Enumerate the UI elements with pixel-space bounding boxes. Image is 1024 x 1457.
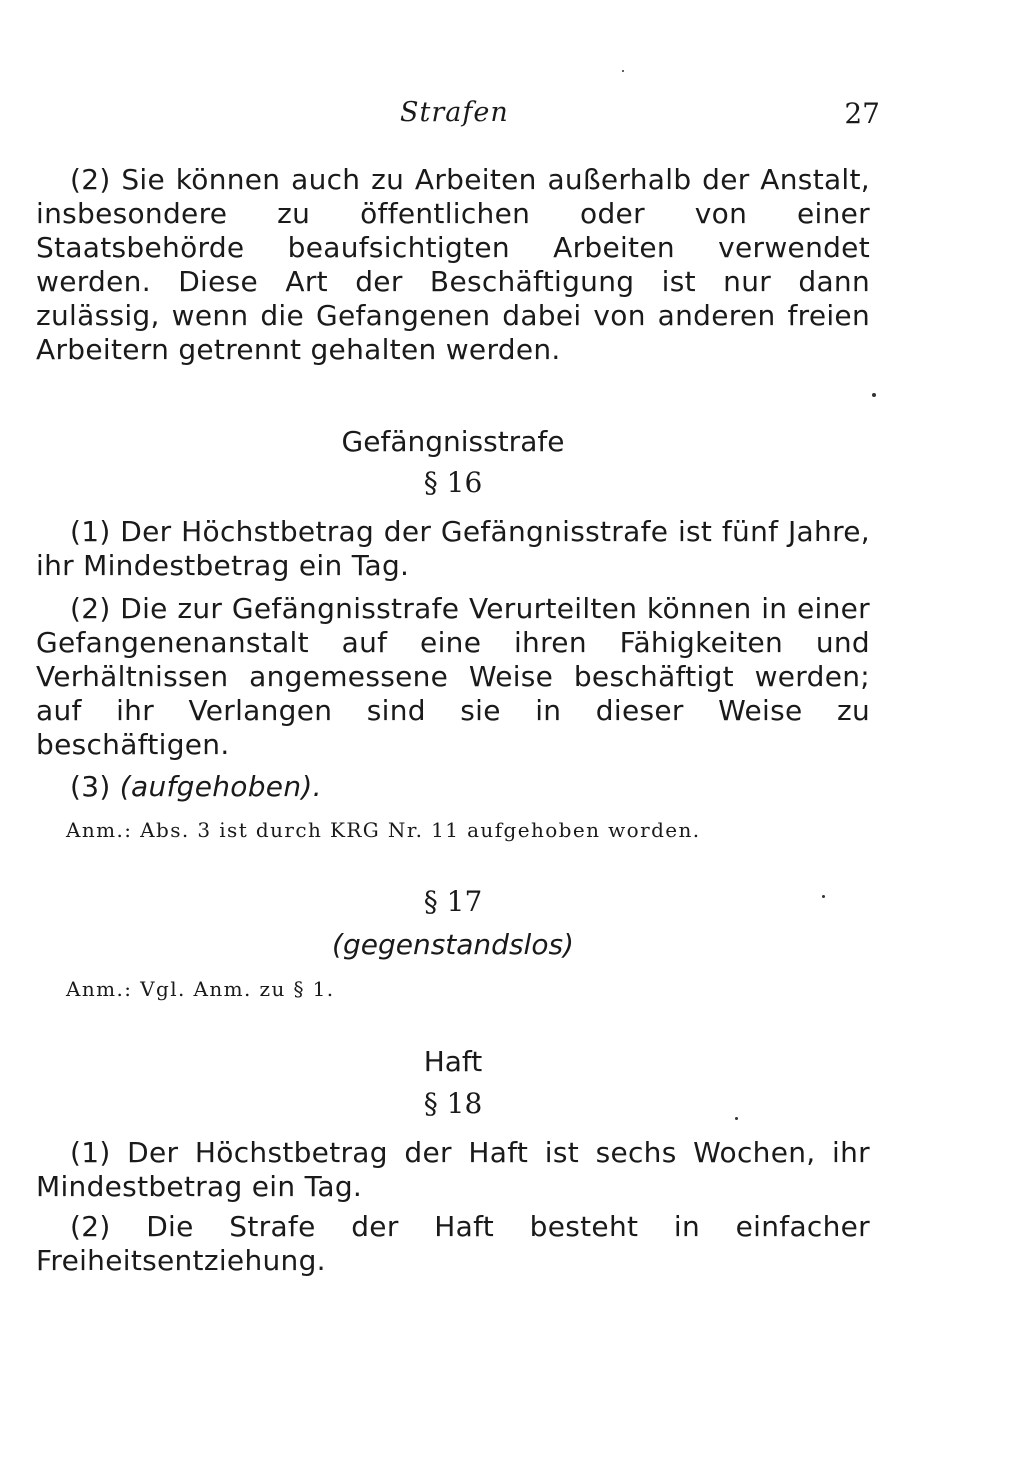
paragraph-16-1: (1) Der Höchstbetrag der Gefängnisstrafe ist fünf Jahre, ihr Mindestbetrag ein Tag. (36, 515, 870, 582)
print-speck (872, 393, 876, 397)
section-16-note: Anm.: Abs. 3 ist durch KRG Nr. 11 aufgehoben worden. (66, 818, 701, 842)
section-18-heading: Haft (423, 1045, 483, 1078)
print-speck (822, 895, 825, 898)
running-title: Strafen (400, 97, 509, 128)
section-17-number: § 17 (423, 885, 483, 918)
section-16-heading: Gefängnisstrafe (341, 425, 565, 458)
print-speck (735, 1117, 738, 1120)
paragraph-16-2: (2) Die zur Gefängnisstrafe Verurteilten können in einer Gefangenenanstalt auf eine ihren Fähigkeiten und Verhältnissen angemessene Weise beschäftigt werden; auf ihr Verlangen sind sie in dieser Weise zu beschäftigen. (36, 592, 870, 761)
section-17-subtitle: (gegenstandslos) (332, 928, 574, 961)
section-17-note: Anm.: Vgl. Anm. zu § 1. (66, 977, 335, 1001)
page-number: 27 (844, 97, 880, 130)
section-18-number: § 18 (423, 1087, 483, 1120)
paragraph-16-3 (36, 770, 870, 804)
running-head (400, 97, 880, 137)
paragraph-15-2: (2) Sie können auch zu Arbeiten außerhalb der Anstalt, insbesondere zu öffentlichen oder von einer Staatsbehörde beaufsichtigten Arbeiten verwendet werden. Diese Art der Beschäftigung ist nur dann zulässig, wenn die Gefangenen dabei von anderen freien Arbeitern getrennt gehalten werden. (36, 163, 870, 366)
paragraph-16-3-text: (aufgehoben). (119, 770, 322, 803)
section-16-number: § 16 (423, 466, 483, 499)
print-speck (622, 70, 624, 72)
paragraph-18-2: (2) Die Strafe der Haft besteht in einfacher Freiheitsentziehung. (36, 1210, 870, 1277)
paragraph-16-3-label: (3) (70, 770, 120, 803)
paragraph-18-1: (1) Der Höchstbetrag der Haft ist sechs Wochen, ihr Mindestbetrag ein Tag. (36, 1136, 870, 1203)
